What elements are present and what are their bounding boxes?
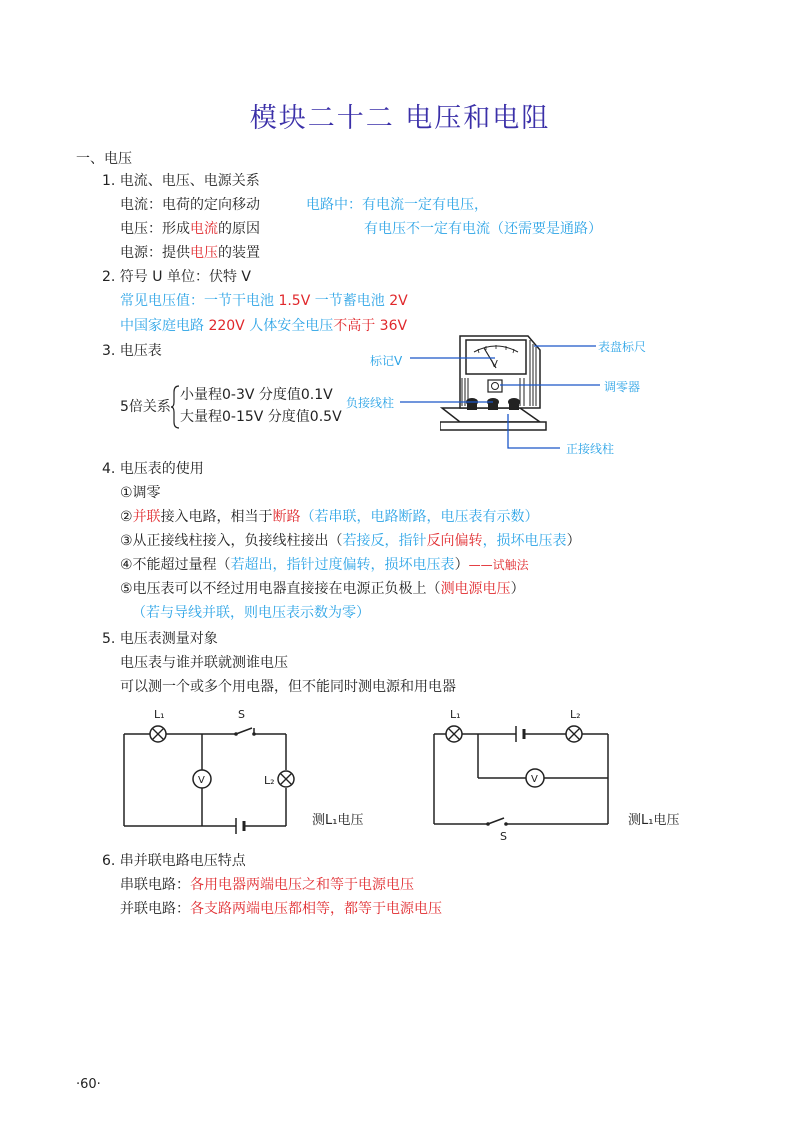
usage-step-3 [120, 532, 581, 550]
battery-voltage: 2V [389, 293, 408, 309]
step4-note: 若超出，指针过度偏转，损坏电压表 [230, 557, 455, 573]
voltmeter-letter-2: V [531, 774, 538, 785]
label-positive-terminal: 正接线柱 [566, 442, 615, 456]
item5-heading: 5. 电压表测量对象 [102, 631, 218, 647]
series-rule [120, 876, 414, 894]
lamp-l1 [150, 726, 166, 742]
source-def-highlight: 电压 [190, 245, 218, 261]
parallel-label: 并联电路： [120, 901, 190, 917]
series-text: 各用电器两端电压之和等于电源电压 [190, 877, 414, 893]
circuit-diagram-1 [118, 704, 308, 836]
usage-step-5-note: （若与导线并联，则电压表示数为零） [132, 605, 370, 621]
label-mark-v: 标记V [370, 354, 403, 368]
item1-heading: 1. 电流、电压、电源关系 [102, 173, 260, 189]
battery-text: 一节蓄电池 [310, 293, 390, 309]
range-small: 小量程0-3V 分度值0.1V [180, 387, 333, 403]
step3-note-a: 若接反，指针 [342, 533, 427, 549]
label-s-2: S [500, 830, 507, 843]
safe-voltage-text: 人体安全电压 [244, 318, 334, 334]
page-number: ·60· [76, 1077, 101, 1092]
step2-text: 接入电路，相当于 [160, 509, 273, 525]
voltage-def-text: 电压：形成 [120, 221, 190, 237]
step3-note-b: ，损坏电压表 [482, 533, 567, 549]
circuit-diagram-2 [426, 704, 626, 844]
voltmeter-letter: V [198, 775, 205, 786]
step4-close: ） [454, 557, 469, 573]
step5-close: ） [510, 581, 525, 597]
label-zero-adjuster: 调零器 [604, 380, 641, 394]
circuit-2-caption: 测L₁电压 [628, 813, 680, 828]
household-voltage: 220V [208, 318, 245, 334]
household-text: 中国家庭电路 [120, 318, 209, 334]
section-heading: 一、电压 [76, 151, 132, 167]
source-def-text-end: 的装置 [218, 245, 260, 261]
lamp-l2-2 [566, 726, 582, 742]
item2-heading: 2. 符号 U 单位：伏特 V [102, 269, 251, 285]
step4-text: ④不能超过量程（ [120, 557, 231, 573]
label-s: S [238, 708, 245, 721]
safe-voltage-value: 不高于 36V [333, 318, 408, 334]
parallel-text: 各支路两端电压都相等，都等于电源电压 [190, 901, 442, 917]
ratio-label: 5倍关系 [120, 399, 171, 415]
step3-close: ） [566, 533, 581, 549]
current-definition: 电流：电荷的定向移动 [120, 197, 260, 213]
dry-cell-voltage: 1.5V [278, 293, 311, 309]
step5-highlight: 测电源电压 [440, 581, 511, 597]
label-l2: L₂ [264, 774, 275, 787]
voltmeter-symbol [193, 770, 211, 788]
usage-step-1: ①调零 [120, 485, 161, 501]
battery-symbol-2 [516, 726, 524, 742]
range-brace [170, 384, 180, 430]
step4-trial-method: ——试触法 [468, 558, 529, 572]
voltage-def-highlight: 电流 [190, 221, 218, 237]
household-voltage-line [120, 317, 407, 335]
label-l1-2: L₁ [450, 708, 461, 721]
step5-text: ⑤电压表可以不经过用电器直接接在电源正负极上（ [120, 581, 441, 597]
label-l2-2: L₂ [570, 708, 581, 721]
range-large: 大量程0-15V 分度值0.5V [180, 409, 342, 425]
source-definition [120, 244, 260, 262]
step2-number: ② [120, 509, 133, 525]
circuit-1-caption: 测L₁电压 [312, 813, 364, 828]
voltmeter-symbol-2 [526, 769, 544, 787]
label-l1: L₁ [154, 708, 165, 721]
usage-step-5 [120, 580, 525, 598]
voltage-definition [120, 220, 260, 238]
lamp-l1-2 [446, 726, 462, 742]
parallel-rule [120, 900, 442, 918]
circuit-note-2: 有电压不一定有电流（还需要是通路） [364, 221, 602, 237]
common-voltage-line [120, 292, 408, 310]
label-negative-terminal: 负接线柱 [346, 396, 395, 410]
step3-reverse: 反向偏转 [426, 533, 483, 549]
common-voltage-text: 常见电压值：一节干电池 [120, 293, 279, 309]
voltage-def-text-end: 的原因 [218, 221, 260, 237]
lamp-l2 [278, 771, 294, 787]
step2-note: （若串联，电路断路，电压表有示数） [300, 509, 539, 525]
item4-heading: 4. 电压表的使用 [102, 461, 204, 477]
meter-dial-letter: V [491, 359, 498, 370]
series-label: 串联电路： [120, 877, 190, 893]
step3-text: ③从正接线柱接入，负接线柱接出（ [120, 533, 343, 549]
source-def-text: 电源：提供 [120, 245, 190, 261]
item3-heading: 3. 电压表 [102, 343, 162, 359]
circuit-note-1: 电路中：有电流一定有电压， [306, 197, 488, 213]
page-title: 模块二十二 电压和电阻 [249, 103, 551, 134]
item6-heading: 6. 串并联电路电压特点 [102, 853, 246, 869]
label-dial-scale: 表盘标尺 [598, 340, 647, 354]
step2-parallel: 并联 [132, 509, 161, 525]
measure-rule-2: 可以测一个或多个用电器，但不能同时测电源和用电器 [120, 679, 456, 695]
battery-symbol [236, 818, 244, 834]
step2-open-circuit: 断路 [272, 509, 301, 525]
usage-step-2 [120, 508, 539, 526]
usage-step-4 [120, 556, 529, 574]
measure-rule-1: 电压表与谁并联就测谁电压 [120, 655, 288, 671]
